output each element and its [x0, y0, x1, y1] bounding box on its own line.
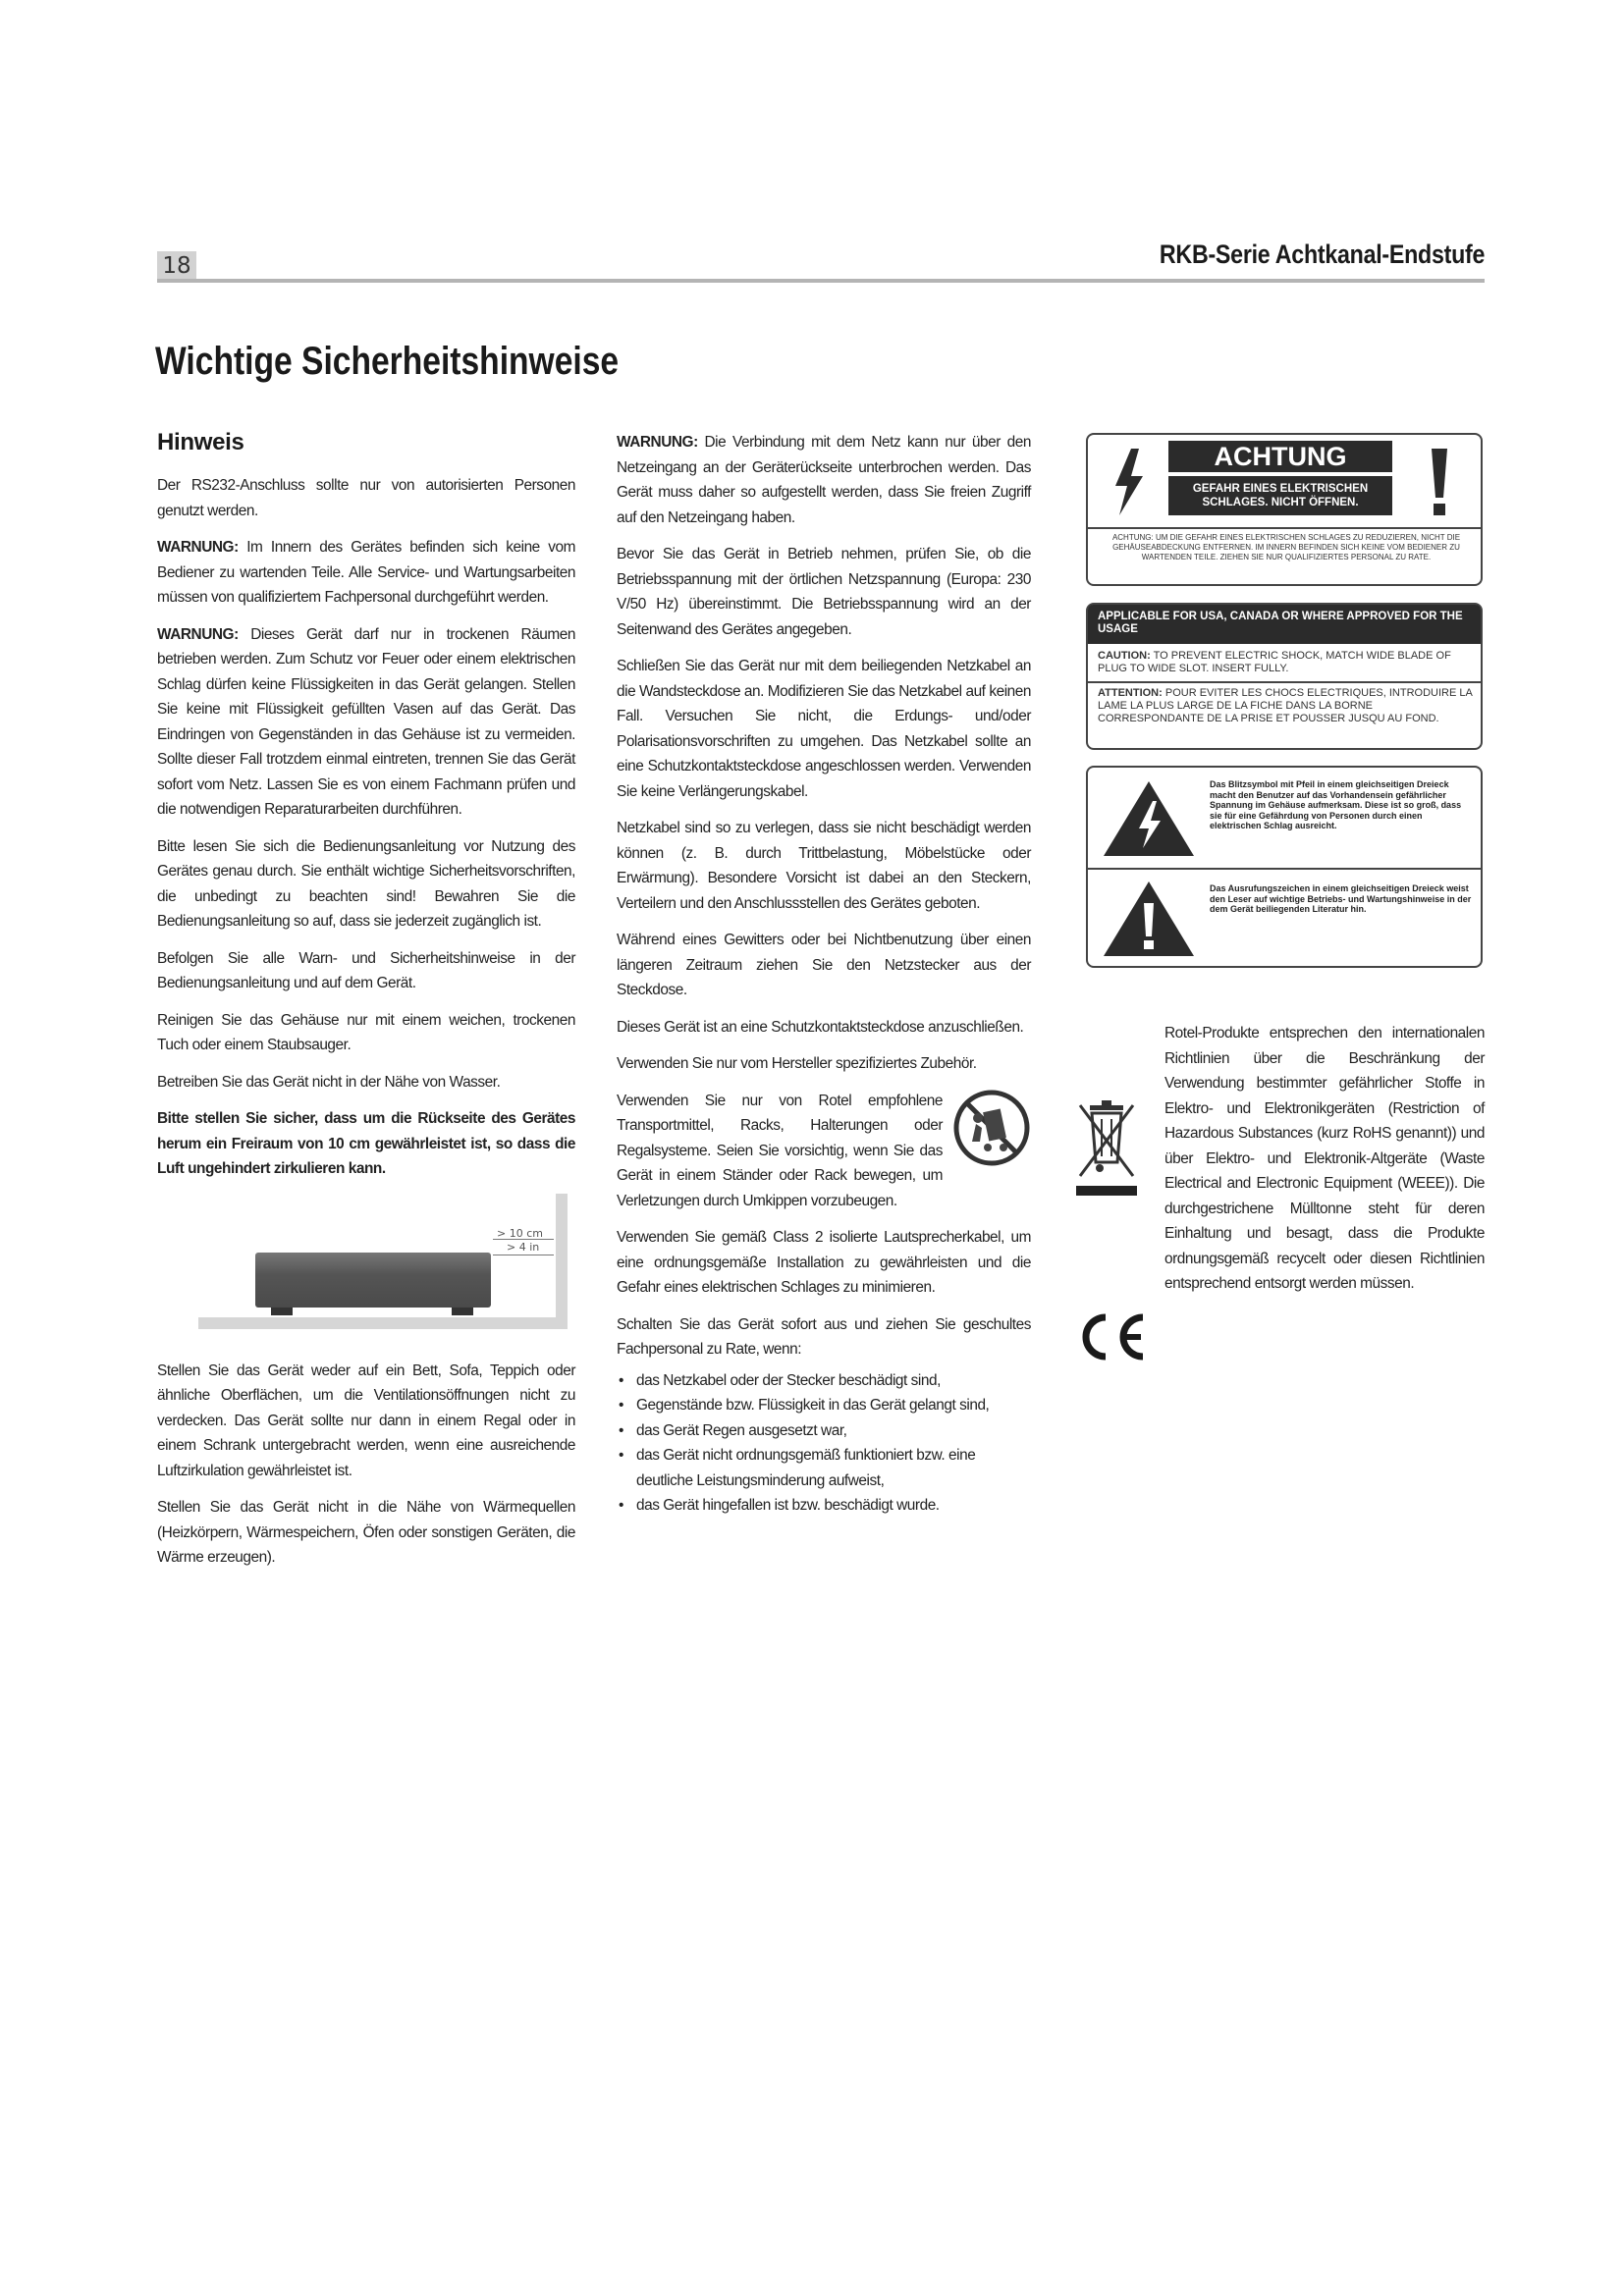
warning-text: Dieses Gerät darf nur in trockenen Räumen betrieben werden. Zum Schutz vor Feuer oder einem elektrischen Schlag dürfen keine Flüssigkeiten in das Gerät gelangen. Stellen Sie keine mit Flüssigkeit gefüllten Vasen auf das Gerät. Das Eindringen von Gegenständen in das Gehäuse ist zu vermeiden. Sollte dieser Fall trotzdem einmal eintreten, trennen Sie das Gerät sofort vom Netz. Lassen Sie es von einem Fachmann prüfen und die notwendigen Reparaturarbeiten durchführen.	[157, 625, 576, 818]
divider	[1088, 527, 1481, 529]
clearance-label-cm: > 10 cm	[497, 1226, 543, 1240]
warning-label: WARNUNG:	[157, 539, 239, 556]
exclamation-icon	[1408, 443, 1471, 521]
paragraph-warning-service	[157, 535, 575, 611]
exclamation-triangle-icon	[1100, 878, 1198, 960]
lightning-triangle-icon	[1100, 777, 1198, 860]
usa-plug-warning-label	[1086, 603, 1483, 750]
illustration-foot	[452, 1308, 473, 1315]
illustration-foot	[271, 1308, 293, 1315]
caution-text: TO PREVENT ELECTRIC SHOCK, MATCH WIDE BLADE OF PLUG TO WIDE SLOT. INSERT FULLY.	[1098, 650, 1451, 674]
paragraph-rohs-weee: Rotel-Produkte entsprechen den internationalen Richtlinien über die Beschränkung der Verwendung bestimmter gefährlicher Stoffe in Elektro- und Elektronikgeräten (Restriction of Hazardous Substances (kurz RoHS genannt)) und über Elektro- und Elektronik-Altgeräte (Waste Electrical and Electronic Equipment (WEEE)). Die durchgestrichene Mülltonne steht für deren Einhaltung und besagt, dass die Produkte ordnungsgemäß recycelt oder diesen Richtlinien entsprechend entsorgt werden müssen.	[1164, 1025, 1485, 1292]
column-middle	[617, 430, 1031, 1519]
attention-label: ATTENTION:	[1098, 687, 1163, 699]
illustration-device	[255, 1253, 491, 1308]
achtung-fine-print: ACHTUNG: UM DIE GEFAHR EINES ELEKTRISCHEN SCHLAGES ZU REDUZIEREN, NICHT DIE GEHÄUSEABDECKUNG ENTFERNEN. IM INNERN BEFINDEN SICH KEINE VOM BEDIENER ZU WARTENDEN TEILE. ZIEHEN SIE NUR QUALIFIZIERTES PERSONAL ZU RATE.	[1111, 533, 1461, 561]
section-heading-hinweis: Hinweis	[157, 429, 244, 455]
paragraph-transport	[617, 1089, 1031, 1214]
column-right	[1164, 1021, 1485, 1308]
illustration-wall	[556, 1194, 568, 1329]
clearance-label-in: > 4 in	[507, 1240, 540, 1254]
paragraph-power-cable: Schließen Sie das Gerät nur mit dem beiliegenden Netzkabel an die Wandsteckdose an. Modifizieren Sie das Netzkabel auf keinen Fall. Versuchen Sie nicht, die Erdungs- und/oder Polarisationsvorschriften zu umgehen. Das Netzkabel sollte an eine Schutzkontaktsteckdose angeschlossen werden. Verwenden Sie keine Verlängerungskabel.	[617, 658, 1031, 800]
paragraph-read-manual: Bitte lesen Sie sich die Bedienungsanleitung vor Nutzung des Gerätes genau durch. Sie enthält wichtige Sicherheitsvorschriften, die unbedingt zu beachten sind! Bewahren Sie die Bedienungsanleitung so auf, dass sie jederzeit zugänglich ist.	[157, 837, 575, 930]
achtung-subtitle: GEFAHR EINES ELEKTRISCHEN SCHLAGES. NICHT ÖFFNEN.	[1168, 476, 1392, 515]
achtung-warning-label	[1086, 433, 1483, 586]
cart-tipover-icon	[952, 1089, 1031, 1167]
paragraph-follow-warnings: Befolgen Sie alle Warn- und Sicherheitshinweise in der Bedienungsanleitung und auf dem Gerät.	[157, 949, 575, 991]
paragraph-grounded-outlet: Dieses Gerät ist an eine Schutzkontaktsteckdose anzuschließen.	[617, 1018, 1024, 1036]
paragraph-accessories: Verwenden Sie nur vom Hersteller spezifiziertes Zubehör.	[617, 1055, 977, 1072]
list-item: • das Gerät Regen ausgesetzt war,	[617, 1418, 1031, 1444]
list-item: • Gegenstände bzw. Flüssigkeit in das Gerät gelangt sind,	[617, 1393, 1031, 1418]
transport-text: Verwenden Sie nur von Rotel empfohlene Transportmittel, Racks, Halterungen oder Regalsysteme. Seien Sie vorsichtig, wenn Sie das Gerät in einem Ständer oder Rack bewegen, um Verletzungen durch Umkippen vorzubeugen.	[617, 1092, 943, 1209]
warning-text: Die Verbindung mit dem Netz kann nur über den Netzeingang an der Geräterückseite unterbrochen werden. Das Gerät muss daher so aufgestellt werden, dass Sie freien Zugriff auf den Netzeingang haben.	[617, 434, 1031, 526]
usa-header: APPLICABLE FOR USA, CANADA OR WHERE APPROVED FOR THE USAGE	[1088, 605, 1481, 644]
paragraph-rs232: Der RS232-Anschluss sollte nur von autorisierten Personen genutzt werden.	[157, 477, 575, 519]
exclamation-explanation: Das Ausrufungszeichen in einem gleichseitigen Dreieck weist den Leser auf wichtige Betriebs- und Wartungshinweise in der dem Gerät beiliegenden Literatur hin.	[1210, 883, 1472, 914]
warning-text: Im Innern des Gerätes befinden sich keine vom Bediener zu wartenden Teile. Alle Service- und Wartungsarbeiten müssen von qualifiziertem Fachpersonal durchgeführt werden.	[157, 539, 575, 606]
paragraph-shutdown-conditions: Schalten Sie das Gerät sofort aus und ziehen Sie geschultes Fachpersonal zu Rate, wenn:	[617, 1315, 1031, 1358]
achtung-title: ACHTUNG	[1168, 441, 1392, 472]
usa-attention	[1098, 687, 1475, 725]
paragraph-cleaning: Reinigen Sie das Gehäuse nur mit einem weichen, trockenen Tuch oder einem Staubsauger.	[157, 1011, 575, 1053]
list-item: • das Gerät nicht ordnungsgemäß funktioniert bzw. eine deutliche Leistungsminderung aufweist,	[617, 1443, 1031, 1493]
warning-label: WARNUNG:	[157, 625, 239, 643]
list-item: • das Gerät hingefallen ist bzw. beschädigt wurde.	[617, 1493, 1031, 1519]
clearance-illustration	[157, 1194, 575, 1329]
paragraph-voltage-check: Bevor Sie das Gerät in Betrieb nehmen, prüfen Sie, ob die Betriebsspannung mit der örtlichen Netzspannung (Europa: 230 V/50 Hz) übereinstimmt. Die Betriebsspannung wird an der Seitenwand des Gerätes angegeben.	[617, 546, 1031, 638]
weee-bin-icon	[1072, 1097, 1141, 1200]
paragraph-clearance-notice: Bitte stellen Sie sicher, dass um die Rückseite des Gerätes herum ein Freiraum von 10 cm gewährleistet ist, so dass die Luft ungehindert zirkulieren kann.	[157, 1110, 575, 1177]
paragraph-cable-routing: Netzkabel sind so zu verlegen, dass sie nicht beschädigt werden können (z. B. durch Trittbelastung, Möbelstücke oder Erwärmung). Besondere Vorsicht ist dabei an den Steckern, Verteilern und den Anschlussstellen des Gerätes geboten.	[617, 820, 1031, 912]
paragraph-heat-sources: Stellen Sie das Gerät nicht in die Nähe von Wärmequellen (Heizkörpern, Wärmespeichern, Öfen oder sonstigen Geräten, die Wärme erzeugen).	[157, 1499, 575, 1566]
paragraph-ventilation: Stellen Sie das Gerät weder auf ein Bett, Sofa, Teppich oder ähnliche Oberflächen, um die Ventilationsöffnungen nicht zu verdecken. Das Gerät sollte nur dann in einem Regal oder in einem Schrank untergebracht werden, wenn eine ausreichende Luftzirkulation gewährleistet ist.	[157, 1362, 575, 1479]
paragraph-warning-dry	[157, 622, 575, 823]
lightning-explanation: Das Blitzsymbol mit Pfeil in einem gleichseitigen Dreieck macht den Benutzer auf das Vorhandensein gefährlicher Spannung im Gehäuse aufmerksam. Diese ist so groß, dass sie für eine Gefährdung von Personen durch einen elektrischen Schlag ausreicht.	[1210, 779, 1462, 830]
header-rule	[157, 279, 1485, 283]
series-title: RKB-Serie Achtkanal-Endstufe	[1159, 240, 1485, 269]
list-item: • das Netzkabel oder der Stecker beschädigt sind,	[617, 1368, 1031, 1394]
illustration-floor	[198, 1317, 568, 1329]
symbols-explanation-box	[1086, 766, 1483, 968]
divider	[1088, 868, 1481, 870]
lightning-icon	[1098, 443, 1161, 521]
shutdown-conditions-list	[617, 1368, 1031, 1519]
usa-caution	[1098, 650, 1475, 675]
ce-mark-icon	[1072, 1308, 1151, 1366]
page-title: Wichtige Sicherheitshinweise	[155, 340, 620, 383]
paragraph-water: Betreiben Sie das Gerät nicht in der Nähe von Wasser.	[157, 1073, 501, 1091]
attention-text: POUR EVITER LES CHOCS ELECTRIQUES, INTRODUIRE LA LAME LA PLUS LARGE DE LA FICHE DANS LA BORNE CORRESPONDANTE DE LA PRISE ET POUSSER JUSQU AU FOND.	[1098, 687, 1473, 724]
paragraph-thunderstorm: Während eines Gewitters oder bei Nichtbenutzung über einen längeren Zeitraum ziehen Sie den Netzstecker aus der Steckdose.	[617, 932, 1031, 998]
divider	[1088, 681, 1481, 683]
paragraph-warning-mains	[617, 430, 1031, 530]
page-number: 18	[157, 251, 196, 282]
column-left	[157, 428, 575, 1582]
warning-label: WARNUNG:	[617, 434, 698, 451]
caution-label: CAUTION:	[1098, 650, 1151, 662]
paragraph-speaker-cable: Verwenden Sie gemäß Class 2 isolierte Lautsprecherkabel, um eine ordnungsgemäße Installation zu gewährleisten und die Gefahr eines elektrischen Schlages zu minimieren.	[617, 1229, 1031, 1296]
